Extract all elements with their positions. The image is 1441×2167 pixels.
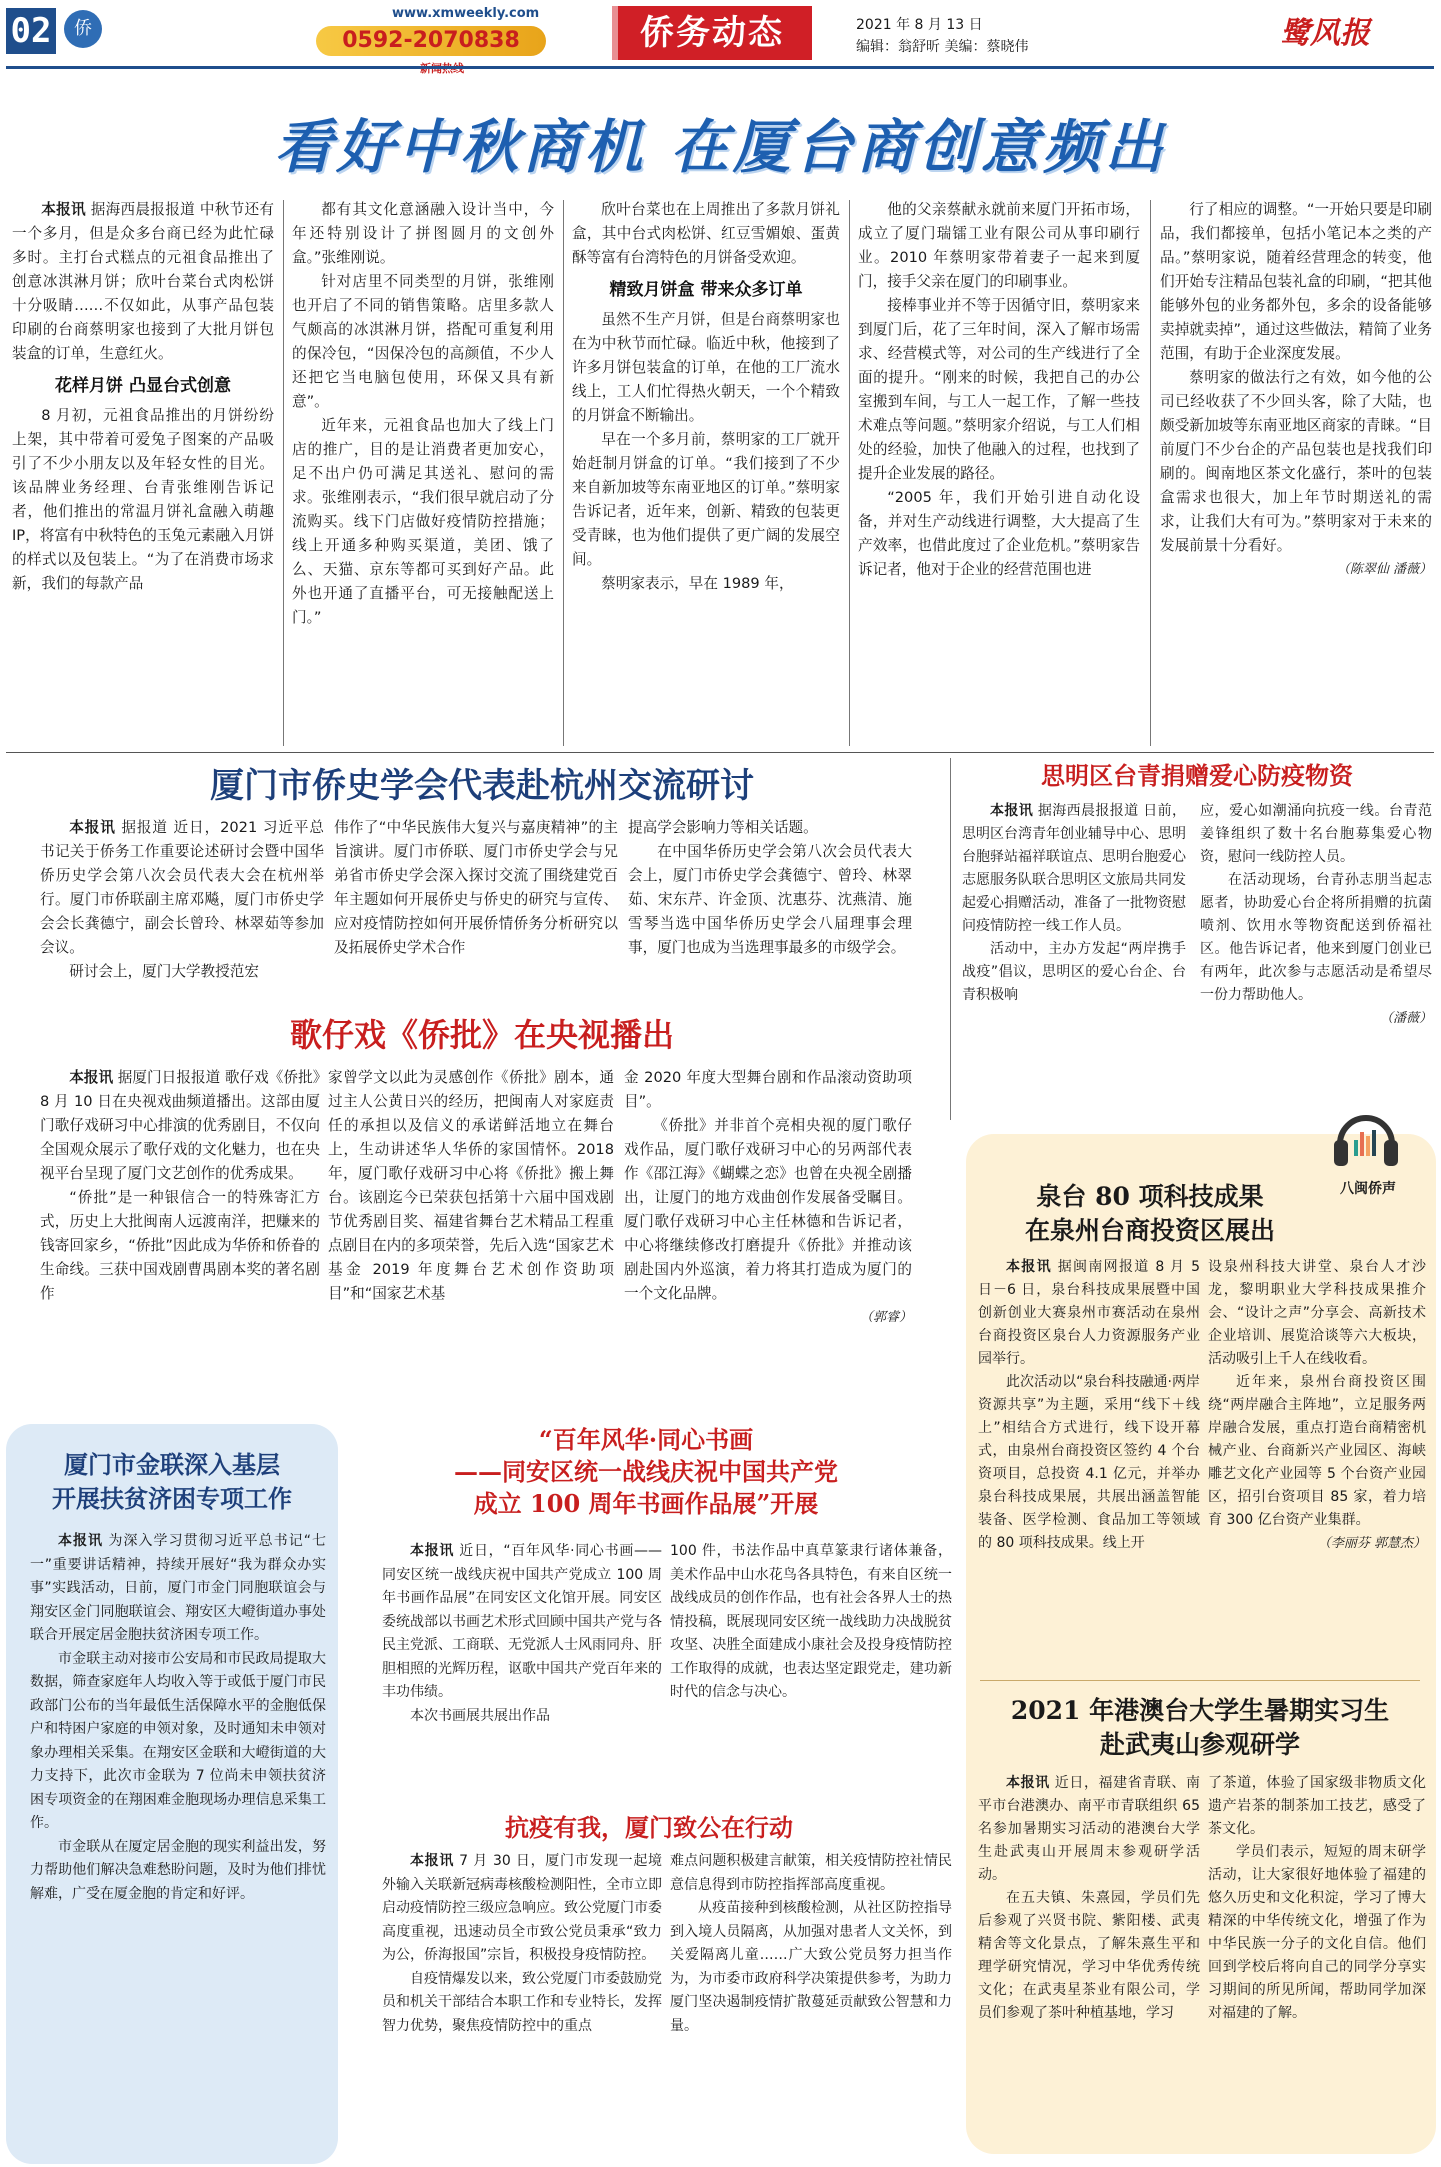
main-col4-p3: “2005 年，我们开始引进自动化设备，并对生产动线进行调整，大大提高了生产效率，也借此度过了企业危机。”蔡明家告诉记者，他对于企业的经营范围也进 <box>858 489 1140 578</box>
students-headline <box>980 1694 1420 1762</box>
students-col2-p1: 了茶道，体验了国家级非物质文化遗产岩茶的制茶加工技艺，感受了茶文化。 <box>1208 1775 1426 1837</box>
main-col2-p1: 都有其文化意涵融入设计当中，今年还特别设计了拼图圆月的文创外盒。”张维刚说。 <box>292 201 554 266</box>
main-col-1 <box>12 198 274 750</box>
quanzhou-headline-line1: 泉台 80 项科技成果 <box>1036 1182 1264 1211</box>
lead-tag: 本报讯 <box>69 1069 114 1086</box>
students-col-1 <box>978 1772 1200 2146</box>
jinlian-body <box>30 1530 326 2150</box>
history-col-2 <box>334 816 618 1006</box>
main-col-5 <box>1160 198 1432 750</box>
lead-tag: 本报讯 <box>58 1533 104 1549</box>
siming-col1-p2: 活动中，主办方发起“两岸携手战疫”倡议，思明区的爱心台企、台青积极响 <box>962 941 1186 1003</box>
zhigong-col2-p1: 难点问题积极建言献策，相关疫情防控社情民意信息得到市防控指挥部高度重视。 <box>670 1853 952 1893</box>
byline: （郭睿） <box>859 1310 912 1325</box>
main-col3-p4: 蔡明家表示，早在 1989 年， <box>601 575 794 592</box>
zhigong-headline: 抗疫有我，厦门致公在行动 <box>505 1813 793 1842</box>
opera-col1-p2: “侨批”是一种银信合一的特殊寄汇方式，历史上大批闽南人远渡南洋，把赚来的钱寄回家乡，“侨批”因此成为华侨和侨眷的生命线。三获中国戏剧曹禺剧本奖的著名剧作 <box>40 1189 320 1302</box>
calligraphy-headline-line1: “百年风华·同心书画 <box>538 1425 754 1454</box>
main-headline: 看好中秋商机 在厦台商创意频出 <box>274 113 1167 181</box>
zhigong-col1-p2: 自疫情爆发以来，致公党厦门市委鼓励党员和机关干部结合本职工作和专业特长，发挥智力优势，聚焦疫情防控中的重点 <box>382 1970 662 2034</box>
students-col2-p2: 学员们表示，短短的周末研学活动，让大家很好地体验了福建的悠久历史和文化积淀，学习了博大精深的中华传统文化，增强了作为中华民族一分子的文化自信。他们回到学校后将向自己的同学分享实习期间的所见所闻，帮助同学加深对福建的了解。 <box>1208 1844 1426 2021</box>
jinlian-headline-line1: 厦门市金联深入基层 <box>64 1450 280 1479</box>
students-col1-p2: 在五夫镇、朱熹园，学员们先后参观了兴贤书院、紫阳楼、武夷精舍等文化景点，了解朱熹生平和理学研究情况，学习中华优秀传统文化；在武夷星茶业有限公司，学员们参观了茶叶种植基地，学习 <box>978 1890 1200 2021</box>
byline: （陈翠仙 潘薇） <box>1336 562 1432 577</box>
quanzhou-col-1 <box>978 1256 1200 1666</box>
quanzhou-col2-p2: 近年来，泉州台商投资区围绕“两岸融合主阵地”，立足服务两岸融合发展，重点打造台商精密机械产业、台商新兴产业园区、海峡雕艺文化产业园等 5 个台资产业园区，招引台资项目 85 家，着力培育 300 亿台资产业集群。 <box>1208 1374 1426 1528</box>
opera-col2-p1: 家曾学文以此为灵感创作《侨批》剧本，通过主人公黄日兴的经历，把闽南人对家庭责任的承担以及信义的承诺鲜活地立在舞台上，生动讲述华人华侨的家国情怀。2018 年，厦门歌仔戏研习中心将《侨批》搬上舞台。该剧迄今已荣获包括第十六届中国戏剧节优秀剧目奖、福建省舞台艺术精品工程重点剧目在内的多项荣誉，先后入选“国家艺术基金 2019 年度舞台艺术创作资助项目”和“国家艺术基 <box>328 1069 614 1302</box>
byline: （潘薇） <box>1379 1011 1432 1026</box>
main-col1-p1: 据海西晨报报道 中秋节还有一个多月，但是众多台商已经为此忙碌多时。主打台式糕点的元祖食品推出了创意冰淇淋月饼；欣叶台菜台式肉松饼十分吸睛……不仅如此，从事产品包装印刷的台商蔡明家也接到了大批月饼包装盒的订单，生意红火。 <box>12 201 274 362</box>
history-headline: 厦门市侨史学会代表赴杭州交流研讨 <box>210 766 754 806</box>
column-rule <box>563 200 564 746</box>
main-col4-p1: 他的父亲蔡献永就前来厦门开拓市场，成立了厦门瑞镭工业有限公司从事印刷行业。2010 年蔡明家带着妻子一起来到厦门，接手父亲在厦门的印刷事业。 <box>858 201 1140 290</box>
main-col-3 <box>572 198 840 750</box>
header-rule <box>6 66 1434 69</box>
newspaper-logo: 鹭风报 <box>1280 16 1370 51</box>
lead-tag: 本报讯 <box>1006 1259 1052 1275</box>
calligraphy-col1-p2: 本次书画展共展出作品 <box>410 1707 550 1724</box>
quanzhou-headline <box>980 1180 1320 1248</box>
history-col3-p1: 提高学会影响力等相关话题。 <box>628 819 818 836</box>
calligraphy-headline-line2: ——同安区统一战线庆祝中国共产党 <box>454 1457 838 1486</box>
main-col3-p1: 欣叶台菜也在上周推出了多款月饼礼盒，其中台式肉松饼、红豆雪媚娘、蛋黄酥等富有台湾特色的月饼备受欢迎。 <box>572 201 840 266</box>
subhead-mooncake-box: 精致月饼盒 带来众多订单 <box>609 280 803 300</box>
section-rule <box>6 752 1434 753</box>
issue-date: 2021 年 8 月 13 日 <box>856 17 983 33</box>
quanzhou-col2-p1: 设泉州科技大讲堂、泉台人才沙龙，黎明职业大学科技成果推介会、“设计之声”分享会、高新技术企业培训、展览洽谈等六大板块，活动吸引上千人在线收看。 <box>1208 1259 1426 1367</box>
lead-tag: 本报讯 <box>1006 1775 1050 1791</box>
opera-col-3 <box>624 1066 912 1420</box>
calligraphy-headline <box>346 1424 946 1520</box>
lead-tag: 本报讯 <box>990 803 1034 819</box>
section-title: 侨务动态 <box>612 6 812 60</box>
main-col-2 <box>292 198 554 750</box>
opera-col3-p1: 金 2020 年度大型舞台剧和作品滚动资助项目”。 <box>624 1069 912 1110</box>
jinlian-headline-line2: 开展扶贫济困专项工作 <box>52 1484 292 1513</box>
lead-tag: 本报讯 <box>41 201 86 218</box>
students-headline-line2: 赴武夷山参观研学 <box>1099 1730 1300 1759</box>
box-divider <box>980 1680 1420 1681</box>
opera-col1-p1: 据厦门日报报道 歌仔戏《侨批》8 月 10 日在央视戏曲频道播出。这部由厦门歌仔戏研习中心排演的优秀剧目，不仅向全国观众展示了歌仔戏的文化魅力，也在央视平台呈现了厦门文艺创作的优秀成果。 <box>40 1069 320 1182</box>
jinlian-p3: 市金联从在厦定居金胞的现实利益出发，努力帮助他们解决急难愁盼问题，及时为他们排忧解难，广受在厦金胞的肯定和好评。 <box>30 1838 326 1902</box>
jinlian-p2: 市金联主动对接市公安局和市民政局提取大数据，筛查家庭年人均收入等于或低于厦门市民政部门公布的当年最低生活保障水平的金胞低保户和特困户家庭的申领对象，及时通知未申领对象办理相关采集。在翔安区金联和大嶝街道的大力支持下，此次市金联为 7 位尚未申领扶贫济困专项资金的在翔困难金胞现场办理信息采集工作。 <box>30 1650 326 1831</box>
calligraphy-col2-p1: 100 件，书法作品中真草篆隶行诸体兼备，美术作品中山水花鸟各具特色，有来自区统一战线成员的创作作品，也有社会各界人士的热情投稿，既展现同安区统一战线助力决战脱贫攻坚、决胜全面建成小康社会及投身疫情防控工作取得的成就，也表达坚定跟党走，建功新时代的信念与决心。 <box>670 1543 952 1700</box>
column-rule <box>849 200 850 746</box>
lead-tag: 本报讯 <box>410 1543 455 1559</box>
siming-col-2 <box>1200 800 1432 1110</box>
column-rule <box>283 200 284 746</box>
students-col-2 <box>1208 1772 1426 2146</box>
jinlian-headline <box>14 1448 330 1516</box>
students-headline-line1: 2021 年港澳台大学生暑期实习生 <box>1010 1696 1390 1725</box>
quanzhou-col-2 <box>1208 1256 1426 1666</box>
page-number: 02 <box>6 8 56 54</box>
main-col3-p2: 虽然不生产月饼，但是台商蔡明家也在为中秋节而忙碌。临近中秋，他接到了许多月饼包装盒的订单，在他的工厂流水线上，工人们忙得热火朝天，一个个精致的月饼盒不断输出。 <box>572 311 840 424</box>
zhigong-col1-p1: 7 月 30 日，厦门市发现一起境外输入关联新冠病毒核酸检测阳性，全市立即启动疫情防控三级应急响应。致公党厦门市委高度重视，迅速动员全市致公党员秉承“致力为公，侨海报国”宗旨，积极投身疫情防控。 <box>382 1853 662 1963</box>
lead-tag: 本报讯 <box>410 1853 455 1869</box>
history-col1-p2: 研讨会上，厦门大学教授范宏 <box>69 963 259 980</box>
history-col-1 <box>40 816 324 1006</box>
subhead-mooncake-style: 花样月饼 凸显台式创意 <box>55 376 231 396</box>
headphones-icon <box>1330 1104 1402 1170</box>
siming-col2-p2: 在活动现场，台青孙志朋当起志愿者，协助爱心台企将所捐赠的抗菌喷剂、饮用水等物资配送到侨福社区。他告诉记者，他来到厦门创业已有两年，此次参与志愿活动是希望尽一份力帮助他人。 <box>1200 872 1432 1003</box>
calligraphy-col-2 <box>670 1540 952 1806</box>
history-col3-p2: 在中国华侨历史学会第八次会员代表大会上，厦门市侨史学会龚德宁、曾玲、林翠茹、宋东芹、许金顶、沈惠芬、沈燕清、施雪琴当选中国华侨历史学会八届理事会理事，厦门也成为当选理事最多的市级学会。 <box>628 843 912 956</box>
byline: （李丽芬 郭慧杰） <box>1317 1536 1426 1551</box>
opera-col3-p2: 《侨批》并非首个亮相央视的厦门歌仔戏作品，厦门歌仔戏研习中心的另两部代表作《邵江海》《蝴蝶之恋》也曾在央视全剧播出，让厦门的地方戏曲创作发展备受瞩目。厦门歌仔戏研习中心主任林德和告诉记者，中心将继续修改打磨提升《侨批》并推动该剧赴国内外巡演，着力将其打造成为厦门的一个文化品牌。 <box>624 1117 912 1302</box>
main-col2-p2: 针对店里不同类型的月饼，张维刚也开启了不同的销售策略。店里多款人气颇高的冰淇淋月饼，搭配可重复利用的保冷包，“因保冷包的高颜值，不少人还把它当电脑包使用，环保又具有新意”。 <box>292 273 554 410</box>
history-col-3 <box>628 816 912 1006</box>
lead-tag: 本报讯 <box>69 819 116 836</box>
zhigong-col-1 <box>382 1850 662 2156</box>
students-col1-p1: 近日，福建省青联、南平市台港澳办、南平市青联组织 65 名参加暑期实习活动的港澳台大学生赴武夷山开展周末参观研学活动。 <box>978 1775 1200 1883</box>
column-label: 八闽侨声 <box>1340 1181 1396 1197</box>
main-col3-p3: 早在一个多月前，蔡明家的工厂就开始赶制月饼盒的订单。“我们接到了不少来自新加坡等东南亚地区的订单。”蔡明家告诉记者，近年来，创新、精致的包装更受青睐，也为他们提供了更广阔的发展空间。 <box>572 431 840 568</box>
opera-col-1 <box>40 1066 320 1420</box>
zhigong-col2-p2: 从疫苗接种到核酸检测，从社区防控指导到入境人员隔离，从加强对患者人文关怀，到关爱隔离儿童……广大致公党员努力担当作为，为市委市政府科学决策提供参考，为助力厦门坚决遏制疫情扩散蔓延贡献致公智慧和力量。 <box>670 1900 952 2034</box>
calligraphy-headline-line3: 成立 100 周年书画作品展”开展 <box>473 1489 819 1518</box>
main-col4-p2: 接棒事业并不等于因循守旧，蔡明家来到厦门后，花了三年时间，深入了解市场需求、经营模式等，对公司的生产线进行了全面的提升。“刚来的时候，我把自己的办公室搬到车间，与工人一起工作，了解一些技术难点等问题。”蔡明家介绍说，与工人们相处的经验，加快了他融入的过程，也找到了提升企业发展的路径。 <box>858 297 1140 482</box>
calligraphy-col-1 <box>382 1540 662 1806</box>
quanzhou-headline-line2: 在泉州台商投资区展出 <box>1024 1216 1275 1245</box>
main-col1-p2: 8 月初，元祖食品推出的月饼纷纷上架，其中带着可爱兔子图案的产品吸引了不少小朋友以及年轻女性的目光。该品牌业务经理、台青张维刚告诉记者，他们推出的常温月饼礼盒融入萌趣 IP，将富有中秋特色的玉兔元素融入月饼的样式以及包装上。“为了在消费市场求新，我们的每款产品 <box>12 407 274 592</box>
column-rule <box>950 758 951 1120</box>
siming-col1-p1: 据海西晨报报道 日前，思明区台湾青年创业辅导中心、思明台胞驿站福祥联谊点、思明台胞爱心志愿服务队联合思明区文旅局共同发起爱心捐赠活动，准备了一批物资慰问疫情防控一线工作人员。 <box>962 803 1186 934</box>
history-col1-p1: 据报道 近日，2021 习近平总书记关于侨务工作重要论述研讨会暨中国华侨历史学会第八次会员代表大会在杭州举行。厦门市侨联副主席邓飚，厦门市侨史学会会长龚德宁，副会长曾玲、林翠茹等参加会议。 <box>40 819 324 956</box>
calligraphy-col1-p1: 近日，“百年风华·同心书画——同安区统一战线庆祝中国共产党成立 100 周年书画作品展”在同安区文化馆开展。同安区委统战部以书画艺术形式回顾中国共产党与各民主党派、工商联、无党派人士风雨同舟、肝胆相照的光辉历程，讴歌中国共产党百年来的丰功伟绩。 <box>382 1543 662 1700</box>
opera-col-2 <box>328 1066 614 1420</box>
site-url[interactable]: www.xmweekly.com <box>392 6 540 21</box>
quanzhou-col1-p1: 据闽南网报道 8 月 5 日－6 日，泉台科技成果展暨中国创新创业大赛泉州市赛活动在泉州台商投资区泉台人力资源服务产业园举行。 <box>978 1259 1200 1367</box>
main-col5-p2: 蔡明家的做法行之有效，如今他的公司已经收获了不少回头客，除了大陆，也颇受新加坡等东南亚地区商家的青睐。“目前厦门不少台企的产品包装也是找我们印刷的。闽南地区茶文化盛行，茶叶的包装盒需求也很大，加上年节时期送礼的需求，让我们大有可为。”蔡明家对于未来的发展前景十分看好。 <box>1160 369 1432 554</box>
main-col5-p1: 行了相应的调整。“一开始只要是印刷品，我们都接单，包括小笔记本之类的产品。”蔡明家说，随着经营理念的转变，他们开始专注精品包装礼盒的印刷，“把其他能够外包的业务都外包，多余的设备能够卖掉就卖掉”，通过这些做法，精简了业务范围，有助于企业深度发展。 <box>1160 201 1432 362</box>
page-badge: 侨 <box>64 10 102 48</box>
hotline-phone: 0592-2070838 <box>316 26 546 56</box>
main-col-4 <box>858 198 1140 750</box>
column-rule <box>1150 200 1151 746</box>
editor-credits: 编辑：翁舒昕 美编：蔡晓伟 <box>856 39 1029 55</box>
opera-headline: 歌仔戏《侨批》在央视播出 <box>289 1016 674 1054</box>
jinlian-p1: 为深入学习贯彻习近平总书记“七一”重要讲话精神，持续开展好“我为群众办实事”实践活动，日前，厦门市金门同胞联谊会与翔安区金门同胞联谊会、翔安区大嶝街道办事处联合开展定居金胞扶贫济困专项工作。 <box>30 1533 326 1643</box>
history-col2-p1: 伟作了“中华民族伟大复兴与嘉庚精神”的主旨演讲。厦门市侨联、厦门市侨史学会与兄弟省市侨史学会深入探讨交流了围绕建党百年主题如何开展侨史与侨史的研究与宣传、应对疫情防控如何开展侨情侨务分析研究以及拓展侨史学术合作 <box>334 819 618 956</box>
quanzhou-col1-p2: 此次活动以“泉台科技融通·两岸资源共享”为主题，采用“线下＋线上”相结合方式进行，线下设开幕式，由泉州台商投资区签约 4 个台资项目，总投资 4.1 亿元，并举办泉台科技成果展，共展出涵盖智能装备、医学检测、食品加工等领域的 80 项科技成果。线上开 <box>978 1374 1200 1551</box>
siming-col2-p1: 应，爱心如潮涌向抗疫一线。台青范姜锋组织了数十名台胞募集爱心物资，慰问一线防控人员。 <box>1200 803 1432 865</box>
main-col2-p3: 近年来，元祖食品也加大了线上门店的推广，目的是让消费者更加安心，足不出户仍可满足其送礼、慰问的需求。张维刚表示，“我们很早就启动了分流购买。线下门店做好疫情防控措施；线上开通多种购买渠道，美团、饿了么、天猫、京东等都可买到好产品。此外也开通了直播平台，可无接触配送上门。” <box>292 417 554 626</box>
zhigong-col-2 <box>670 1850 952 2156</box>
siming-headline: 思明区台青捐赠爱心防疫物资 <box>1041 761 1353 790</box>
siming-col-1 <box>962 800 1186 1110</box>
